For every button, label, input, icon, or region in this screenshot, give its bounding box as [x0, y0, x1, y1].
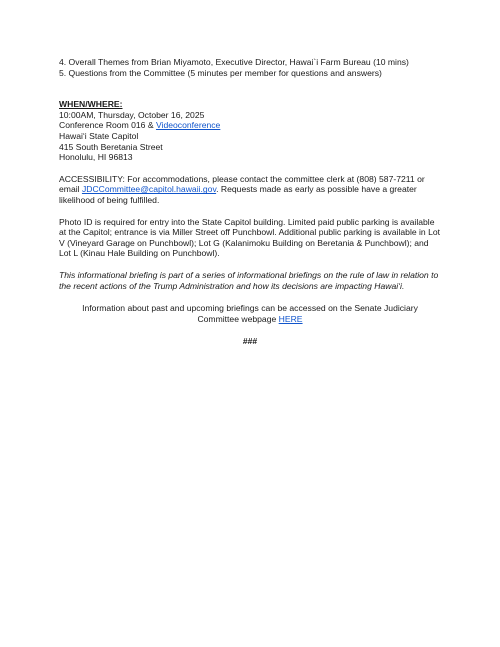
meeting-building: Hawai‘i State Capitol: [59, 130, 139, 141]
meeting-street: 415 South Beretania Street: [59, 141, 163, 152]
meeting-city: Honolulu, HI 96813: [59, 152, 133, 163]
photo-id-paragraph: Photo ID is required for entry into the State Capitol building. Limited paid public parking is available at the Capitol; entrance is via Miller Street off Punchbowl. Additional public parking is available in Lot V (Vineyard Garage on Punchbowl); Lot G (Kalanimoku Building on Beretania & Punchbowl); and Lot L (Kinau Hale Building on Punchbowl).: [59, 216, 441, 259]
committee-email-link[interactable]: JDCCommittee@capitol.hawaii.gov: [81, 184, 217, 195]
agenda-list: [59, 57, 441, 78]
meeting-room-text: Conference Room 016 &: [59, 120, 156, 131]
document-body: [59, 57, 441, 347]
meeting-room: [59, 120, 441, 131]
series-note: This informational briefing is part of a series of informational briefings on the rule of law in relation to the recent actions of the Trump Administration and how its decisions are impacting Hawai‘i.: [59, 269, 439, 291]
videoconference-link[interactable]: Videoconference: [155, 120, 221, 131]
when-where-heading: WHEN/WHERE:: [59, 99, 123, 110]
info-text: Information about past and upcoming briefings can be accessed on the Senate Judiciary Committee webpage: [82, 303, 418, 324]
accessibility-text-end: . Requests made as early as possible have a greater likelihood of being fulfilled.: [59, 184, 417, 205]
accessibility-text: ACCESSIBILITY: For accommodations, please contact the committee clerk at (808) 587-7211 or email: [59, 173, 425, 195]
agenda-item-5: 5. Questions from the Committee (5 minutes per member for questions and answers): [59, 67, 382, 78]
end-mark: ###: [242, 336, 258, 347]
here-link[interactable]: HERE: [278, 313, 303, 324]
meeting-time: 10:00AM, Thursday, October 16, 2025: [59, 109, 205, 120]
accessibility-paragraph: [59, 174, 441, 206]
when-where-block: [59, 110, 441, 163]
info-paragraph: [59, 303, 441, 324]
agenda-item-4: 4. Overall Themes from Brian Miyamoto, Executive Director, Hawai`i Farm Bureau (10 mins): [59, 57, 409, 67]
